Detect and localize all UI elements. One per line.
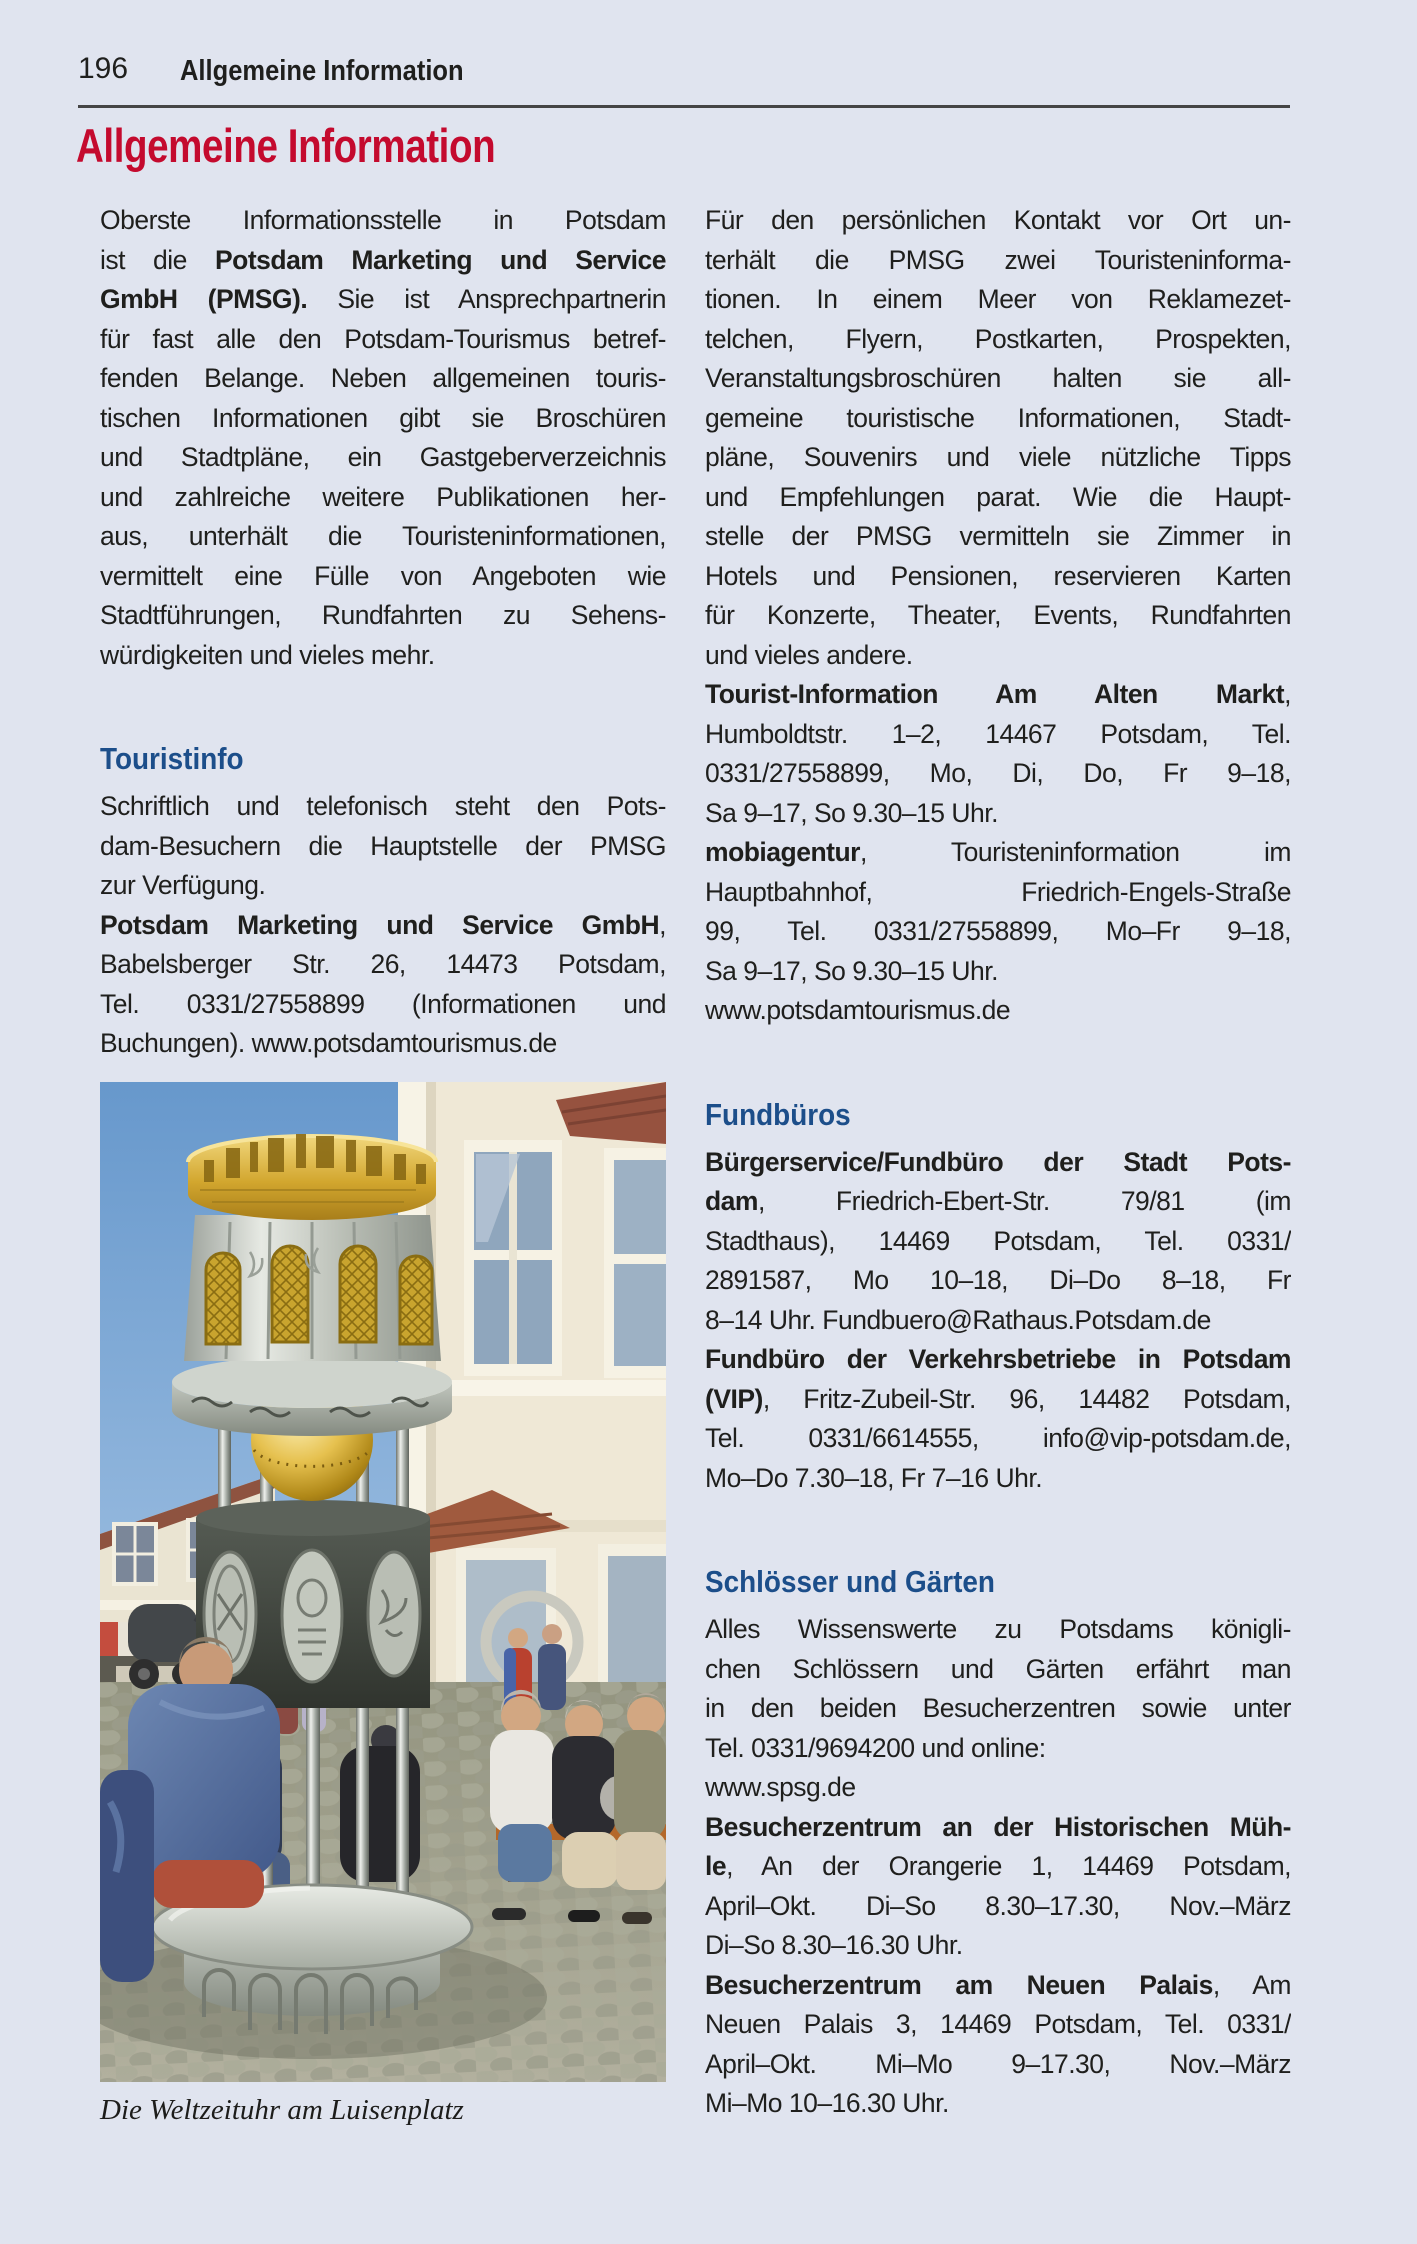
text-line: Mo–Do 7.30–18, Fr 7–16 Uhr. — [705, 1462, 1043, 1493]
text-line: Für den persönlichen Kontakt vor Ort un- — [705, 205, 1291, 235]
gold-crown — [188, 1134, 436, 1220]
text-line: vermittelt eine Fülle von Angeboten wie — [100, 560, 666, 591]
text-line: tionen. In einem Meer von Reklamezet- — [705, 284, 1291, 314]
header-rule — [78, 105, 1290, 108]
text-line: Alles Wissenswerte zu Potsdams königli- — [705, 1614, 1291, 1644]
text-line: 0331/27558899, Mo, Di, Do, Fr 9–18, — [705, 758, 1291, 788]
paragraph — [705, 201, 1291, 675]
paragraph — [705, 1143, 1291, 1341]
left-column — [100, 201, 666, 2127]
text-line: und zahlreiche weitere Publikationen her- — [100, 481, 666, 512]
text-line: für Konzerte, Theater, Events, Rundfahrten — [705, 600, 1291, 630]
text-line: Mi–Mo 10–16.30 Uhr. — [705, 2088, 949, 2118]
text-line: telchen, Flyern, Postkarten, Prospekten, — [705, 323, 1291, 354]
text-line: in den beiden Besucherzentren sowie unter — [705, 1693, 1291, 1723]
text-line: würdigkeiten und vieles mehr. — [100, 639, 435, 670]
text-line: Sa 9–17, So 9.30–15 Uhr. — [705, 797, 998, 828]
text-line: mobiagentur, Touristeninformation im — [705, 837, 1291, 867]
window-tall-1 — [464, 1140, 562, 1376]
text-line: und Empfehlungen parat. Wie die Haupt- — [705, 481, 1291, 512]
text-line: Stadthaus), 14469 Potsdam, Tel. 0331/ — [705, 1225, 1291, 1256]
text-line: Sa 9–17, So 9.30–15 Uhr. — [705, 955, 998, 986]
text-line: fenden Belange. Neben allgemeinen touris- — [100, 363, 666, 393]
weltzeituhr-photo-illustration — [100, 1082, 666, 2082]
text-line: Babelsberger Str. 26, 14473 Potsdam, — [100, 949, 666, 979]
text-line: dam-Besuchern die Hauptstelle der PMSG — [100, 830, 666, 861]
text-line: Besucherzentrum an der Historischen Müh- — [705, 1811, 1291, 1842]
running-header: Allgemeine Information — [180, 55, 464, 87]
paragraph — [705, 675, 1291, 833]
text-line: und vieles andere. — [705, 639, 913, 670]
paragraph — [705, 1966, 1291, 2124]
text-line: le, An der Orangerie 1, 14469 Potsdam, — [705, 1851, 1291, 1881]
text-line: Fundbüro der Verkehrsbetriebe in Potsdam — [705, 1344, 1291, 1374]
text-line: zur Verfügung. — [100, 870, 266, 900]
weltzeituhr-photo — [100, 1082, 666, 2082]
text-line: aus, unterhält die Touristeninformationen, — [100, 521, 666, 551]
page-number: 196 — [78, 52, 129, 85]
pavilion — [184, 1215, 441, 1361]
text-line: Humboldtstr. 1–2, 14467 Potsdam, Tel. — [705, 718, 1291, 749]
text-line: Buchungen). www.potsdamtourismus.de — [100, 1028, 557, 1058]
page-title: Allgemeine Information — [76, 119, 496, 172]
text-line: dam, Friedrich-Ebert-Str. 79/81 (im — [705, 1186, 1291, 1216]
text-line: stelle der PMSG vermitteln sie Zimmer in — [705, 521, 1291, 551]
text-line: Di–So 8.30–16.30 Uhr. — [705, 1930, 963, 1960]
text-line: für fast alle den Potsdam-Tourismus betref- — [100, 323, 666, 354]
left-column-text — [100, 201, 666, 1064]
text-line: gemeine touristische Informationen, Stadt- — [705, 402, 1291, 433]
text-line: Hotels und Pensionen, reservieren Karten — [705, 560, 1291, 591]
text-line: (VIP), Fritz-Zubeil-Str. 96, 14482 Potsdam, — [705, 1383, 1291, 1414]
text-line: 99, Tel. 0331/27558899, Mo–Fr 9–18, — [705, 916, 1291, 946]
text-line: Besucherzentrum am Neuen Palais, Am — [705, 1969, 1291, 2000]
paragraph — [705, 1610, 1291, 1808]
text-line: Tel. 0331/27558899 (Informationen und — [100, 988, 666, 1019]
paragraph — [705, 833, 1291, 1031]
text-line: Tourist-Information Am Alten Markt, — [705, 679, 1291, 709]
canopy-disc — [172, 1356, 452, 1436]
text-line: www.spsg.de — [705, 1772, 856, 1802]
text-line: April–Okt. Mi–Mo 9–17.30, Nov.–März — [705, 2048, 1291, 2079]
text-line: 8–14 Uhr. Fundbuero@Rathaus.Potsdam.de — [705, 1304, 1211, 1335]
text-line: 2891587, Mo 10–18, Di–Do 8–18, Fr — [705, 1265, 1291, 1295]
window-tall-2 — [604, 1148, 666, 1378]
section-heading: Schlösser und Gärten — [705, 1564, 995, 1599]
person-far-left — [100, 1770, 154, 1982]
right-column — [705, 201, 1291, 2127]
paragraph — [705, 1340, 1291, 1498]
text-line: Hauptbahnhof, Friedrich-Engels-Straße — [705, 876, 1291, 907]
text-line: pläne, Souvenirs und viele nützliche Tipps — [705, 442, 1291, 472]
text-line: terhält die PMSG zwei Touristeninforma- — [705, 244, 1291, 275]
text-line: April–Okt. Di–So 8.30–17.30, Nov.–März — [705, 1890, 1291, 1921]
text-line: Schriftlich und telefonisch steht den Pots- — [100, 791, 666, 821]
paragraph — [100, 787, 666, 906]
section-heading: Fundbüros — [705, 1096, 851, 1132]
two-column-text — [100, 201, 1291, 2127]
text-line: Bürgerservice/Fundbüro der Stadt Pots- — [705, 1146, 1291, 1177]
text-line: ist die Potsdam Marketing und Service — [100, 244, 666, 275]
text-line: Tel. 0331/6614555, info@vip-potsdam.de, — [705, 1423, 1291, 1453]
text-line: und Stadtpläne, ein Gastgeberverzeichnis — [100, 442, 666, 472]
text-line: Tel. 0331/9694200 und online: — [705, 1732, 1046, 1763]
paragraph — [100, 906, 666, 1064]
text-line: chen Schlössern und Gärten erfährt man — [705, 1653, 1291, 1684]
text-line: www.potsdamtourismus.de — [705, 995, 1011, 1025]
text-line: Potsdam Marketing und Service GmbH, — [100, 909, 666, 940]
text-line: tischen Informationen gibt sie Broschüren — [100, 402, 666, 433]
photo-caption: Die Weltzeituhr am Luisenplatz — [100, 2093, 464, 2126]
paragraph — [705, 1808, 1291, 1966]
text-line: Veranstaltungsbroschüren halten sie all- — [705, 363, 1291, 393]
text-line: GmbH (PMSG). Sie ist Ansprechpartnerin — [100, 284, 666, 314]
paragraph — [100, 201, 666, 675]
text-line: Oberste Informationsstelle in Potsdam — [100, 205, 666, 235]
text-line: Stadtführungen, Rundfahrten zu Sehens- — [100, 600, 666, 630]
section-heading: Touristinfo — [100, 741, 244, 776]
text-line: Neuen Palais 3, 14469 Potsdam, Tel. 0331/ — [705, 2009, 1291, 2039]
